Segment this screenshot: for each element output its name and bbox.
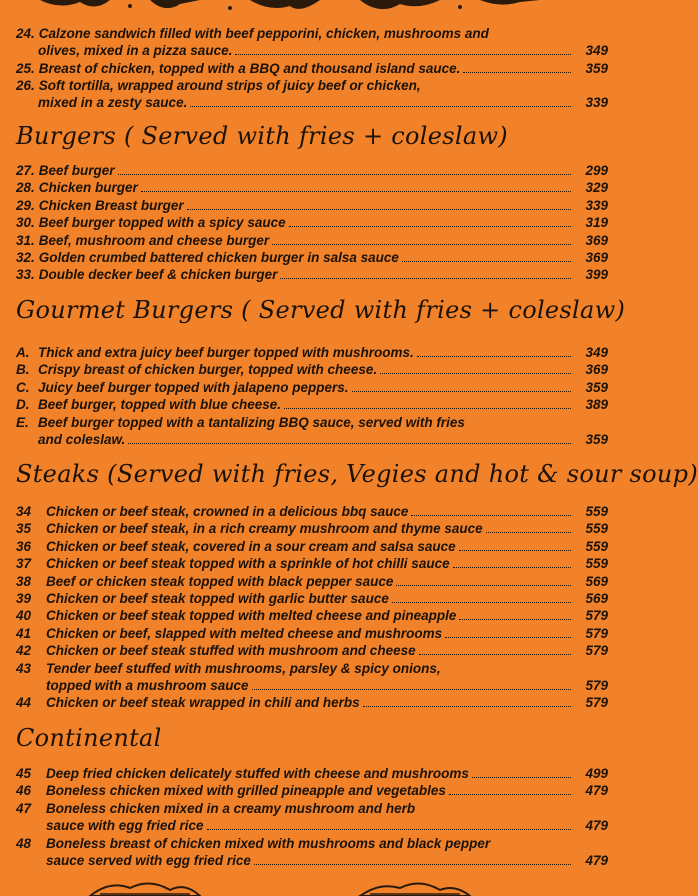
item-description: mixed in a zesty sauce. [38,95,188,111]
item-price: 579 [585,608,608,624]
dot-leader [235,54,571,55]
menu-item [16,414,608,448]
menu-item [16,249,608,266]
item-price: 329 [585,180,608,196]
item-description: Chicken or beef steak topped with melted cheese and pineapple [46,608,457,624]
item-description: topped with a mushroom sauce [46,677,249,693]
item-description: Golden crumbed battered chicken burger in salsa sauce [38,250,399,265]
menu-item [16,503,608,520]
dot-leader [254,864,571,865]
item-number: 46 [16,783,32,799]
dot-leader [141,191,571,192]
item-price: 339 [585,95,608,111]
item-price: 359 [585,60,608,76]
item-description: Chicken or beef steak, crowned in a delicious bbq sauce [46,504,409,519]
item-number: 35 [16,521,32,537]
item-number: A. [16,345,30,360]
item-number: 39 [16,591,32,606]
menu-item [16,520,608,537]
item-price: 319 [585,215,608,231]
item-number: 32. [16,250,35,265]
dot-leader [392,602,571,603]
menu-item [16,660,608,694]
item-description: Chicken or beef, slapped with melted cheese and mushrooms [46,625,443,641]
item-price: 359 [585,379,608,395]
item-number: 31. [16,232,35,248]
item-number: 36 [16,538,32,554]
item-price: 349 [585,345,608,360]
item-price: 579 [585,625,608,641]
menu-item [16,607,608,624]
menu-item [16,179,608,196]
menu-item [16,60,608,77]
menu-item [16,573,608,590]
menu-item [16,25,608,59]
dot-leader [472,777,571,778]
menu-item [16,555,608,572]
menu-item [16,642,608,659]
item-number: 42 [16,643,32,659]
steaks-heading: Steaks (Served with fries, Vegies and hot & sour soup) [16,460,698,488]
item-price: 569 [585,591,608,606]
item-description: olives, mixed in a pizza sauce. [38,43,233,58]
item-price: 559 [585,556,608,572]
item-description: sauce with egg fried rice [46,817,204,833]
item-price: 399 [585,267,608,283]
item-description: Chicken or beef steak wrapped in chili and herbs [46,695,360,711]
dot-leader [396,585,571,586]
item-price: 389 [585,397,608,413]
menu-item [16,765,608,782]
dot-leader [284,408,571,409]
item-price: 479 [585,852,608,868]
dot-leader [417,356,571,357]
item-description: Crispy breast of chicken burger, topped with cheese. [38,362,378,378]
menu-item [16,162,608,179]
menu-item [16,214,608,231]
item-description: Chicken or beef steak, covered in a sour cream and salsa sauce [46,538,456,554]
dot-leader [352,391,571,392]
dot-leader [453,567,571,568]
item-number: 34 [16,504,32,519]
item-number: 29. [16,197,35,213]
item-description: sauce served with egg fried rice [46,852,251,868]
menu-item [16,538,608,555]
dot-leader [272,244,571,245]
dot-leader [190,106,571,107]
item-description: Beef burger [38,163,115,178]
item-description: Chicken Breast burger [38,197,184,213]
dot-leader [187,209,571,210]
menu-item [16,361,608,378]
item-description: Juicy beef burger topped with jalapeno peppers. [38,379,349,395]
item-number: B. [16,362,30,378]
dot-leader [289,226,571,227]
menu-item [16,232,608,249]
item-description: Beef, mushroom and cheese burger [38,232,270,248]
item-price: 579 [585,695,608,711]
menu-item [16,77,608,111]
menu-item [16,344,608,361]
item-number: 25. [16,60,35,76]
item-description: Beef or chicken steak topped with black pepper sauce [46,573,394,589]
item-description: Tender beef stuffed with mushrooms, parsley & spicy onions, [46,660,441,676]
item-number: 24. [16,26,35,41]
dot-leader [402,261,571,262]
item-number: 27. [16,163,35,178]
item-description: Double decker beef & chicken burger [38,267,278,283]
menu-item [16,396,608,413]
dot-leader [411,515,571,516]
item-price: 569 [585,573,608,589]
item-description: and coleslaw. [38,431,126,447]
item-number: 40 [16,608,32,624]
menu-item [16,694,608,711]
item-price: 559 [585,521,608,537]
item-price: 479 [585,817,608,833]
menu-item [16,266,608,283]
item-price: 479 [585,783,608,799]
item-description: Boneless chicken mixed with grilled pineapple and vegetables [46,783,446,799]
item-price: 299 [585,163,608,178]
menu-item [16,590,608,607]
dot-leader [280,278,571,279]
item-price: 349 [585,43,608,58]
menu-item [16,197,608,214]
item-price: 369 [585,232,608,248]
item-number: 28. [16,180,35,196]
item-description: Breast of chicken, topped with a BBQ and thousand island sauce. [38,60,461,76]
item-number: 45 [16,766,32,781]
item-price: 359 [585,431,608,447]
dot-leader [463,72,571,73]
item-number: 37 [16,556,32,572]
item-description: Chicken or beef steak stuffed with mushroom and cheese [46,643,416,659]
menu-item [16,800,608,834]
item-description: Deep fried chicken delicately stuffed with cheese and mushrooms [46,766,469,781]
menu-item [16,625,608,642]
dot-leader [207,829,571,830]
dot-leader [252,689,571,690]
item-number: 41 [16,625,32,641]
continental-heading: Continental [16,724,162,752]
item-number: C. [16,379,30,395]
item-price: 559 [585,504,608,519]
item-price: 579 [585,677,608,693]
menu-item [16,835,608,869]
dot-leader [459,619,571,620]
dot-leader [118,174,571,175]
item-description: Beef burger topped with a tantalizing BBQ sauce, served with fries [38,414,465,430]
item-price: 339 [585,197,608,213]
dot-leader [459,550,571,551]
item-description: Beef burger topped with a spicy sauce [38,215,286,231]
bottom-decoration [0,870,624,896]
burgers-heading: Burgers ( Served with fries + coleslaw) [16,122,508,150]
item-description: Beef burger, topped with blue cheese. [38,397,282,413]
dot-leader [419,654,571,655]
item-number: 26. [16,78,35,94]
item-description: Calzone sandwich filled with beef pepporini, chicken, mushrooms and [38,26,489,41]
item-number: D. [16,397,30,413]
menu-item [16,782,608,799]
dot-leader [445,637,571,638]
item-number: 43 [16,660,32,676]
dot-leader [128,443,571,444]
dot-leader [449,794,571,795]
item-description: Thick and extra juicy beef burger topped with mushrooms. [38,345,414,360]
item-description: Chicken or beef steak topped with garlic butter sauce [46,591,389,606]
item-price: 369 [585,362,608,378]
item-number: 48 [16,835,32,851]
item-number: 38 [16,573,32,589]
item-number: 44 [16,695,32,711]
item-price: 579 [585,643,608,659]
item-number: 33. [16,267,35,283]
item-description: Boneless chicken mixed in a creamy mushroom and herb [46,800,416,816]
item-description: Chicken burger [38,180,138,196]
item-price: 559 [585,538,608,554]
item-description: Boneless breast of chicken mixed with mushrooms and black pepper [46,835,491,851]
item-description: Chicken or beef steak topped with a sprinkle of hot chilli sauce [46,556,450,572]
item-price: 499 [585,766,608,781]
item-price: 369 [585,250,608,265]
dot-leader [380,373,571,374]
gourmet-heading: Gourmet Burgers ( Served with fries + coleslaw) [16,296,626,324]
top-decoration [0,0,624,20]
item-number: E. [16,414,29,430]
item-number: 47 [16,800,32,816]
menu-item [16,379,608,396]
item-description: Soft tortilla, wrapped around strips of juicy beef or chicken, [38,78,421,94]
dot-leader [363,706,571,707]
item-description: Chicken or beef steak, in a rich creamy mushroom and thyme sauce [46,521,483,537]
item-number: 30. [16,215,35,231]
dot-leader [486,532,571,533]
